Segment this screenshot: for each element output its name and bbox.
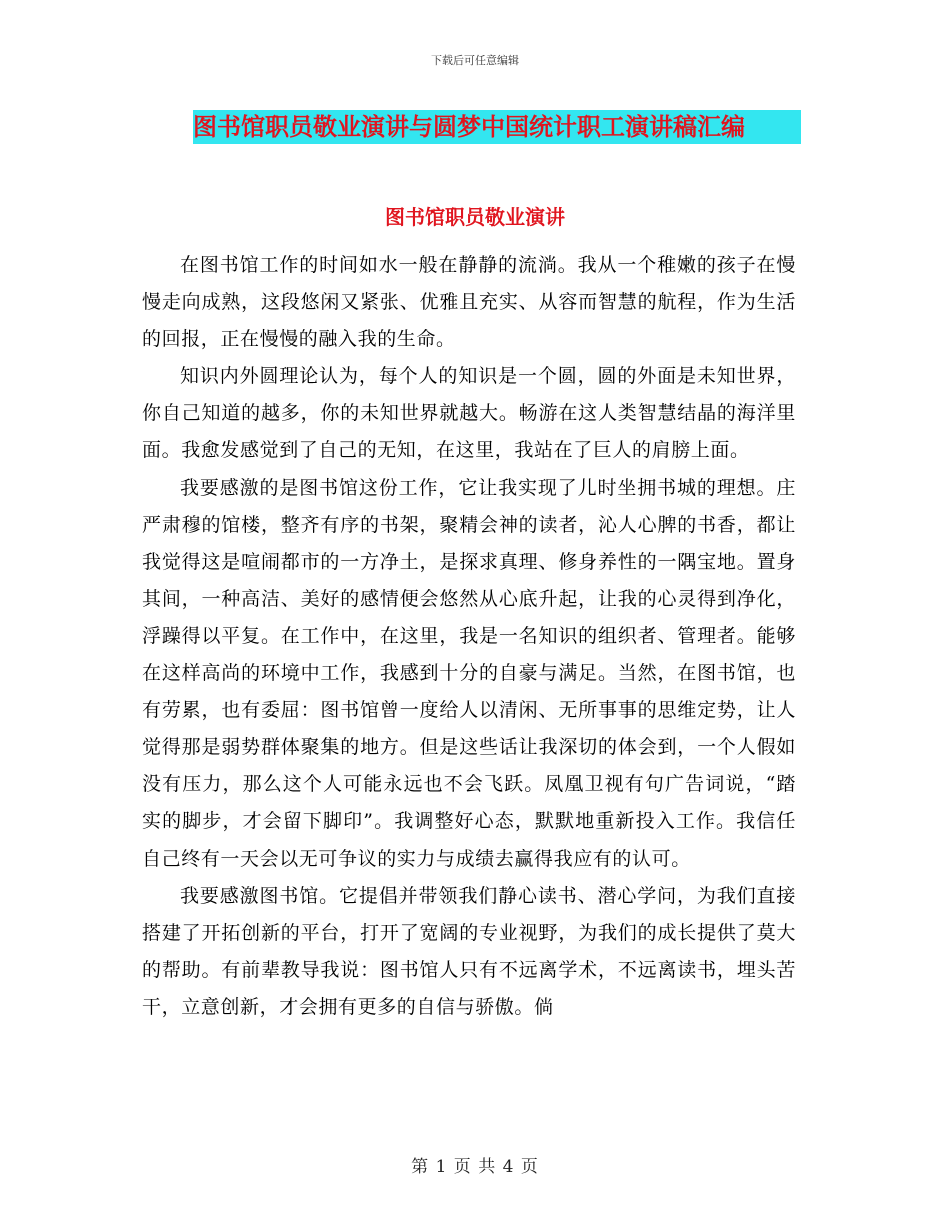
section-title: 图书馆职员敬业演讲 — [385, 205, 565, 229]
paragraph: 我要感激的是图书馆这份工作，它让我实现了儿时坐拥书城的理想。庄严肃穆的馆楼，整齐有序的书架，聚精会神的读者，沁人心脾的书香，都让我觉得这是喧闹都市的一方净土，是探求真理、修身养性的一隅宝地。置身其间，一种高洁、美好的感情便会悠然从心底升起，让我的心灵得到净化，浮躁得以平复。在工作中，在这里，我是一名知识的组织者、管理者。能够在这样高尚的环境中工作，我感到十分的自豪与满足。当然，在图书馆，也有劳累，也有委屈：图书馆曾一度给人以清闲、无所事事的思维定势，让人觉得那是弱势群体聚集的地方。但是这些话让我深切的体会到，一个人假如没有压力，那么这个人可能永远也不会飞跃。凤凰卫视有句广告词说，“踏实的脚步，才会留下脚印”。我调整好心态，默默地重新投入工作。我信任自己终有一天会以无可争议的实力与成绩去赢得我应有的认可。 — [142, 476, 796, 870]
document-main-title: 图书馆职员敬业演讲与圆梦中国统计职工演讲稿汇编 — [193, 110, 801, 144]
paragraph: 在图书馆工作的时间如水一般在静静的流淌。我从一个稚嫩的孩子在慢慢走向成熟，这段悠闲又紧张、优雅且充实、从容而智慧的航程，作为生活的回报，正在慢慢的融入我的生命。 — [142, 254, 796, 351]
page-footer: 第 1 页 共 4 页 — [411, 1157, 539, 1177]
paragraph: 我要感激图书馆。它提倡并带领我们静心读书、潜心学问，为我们直接搭建了开拓创新的平台，打开了宽阔的专业视野，为我们的成长提供了莫大的帮助。有前辈教导我说：图书馆人只有不远离学术，不远离读书，埋头苦干，立意创新，才会拥有更多的自信与骄傲。倘 — [142, 884, 796, 1018]
paragraph: 知识内外圆理论认为，每个人的知识是一个圆，圆的外面是未知世界，你自己知道的越多，你的未知世界就越大。畅游在这人类智慧结晶的海洋里面。我愈发感觉到了自己的无知，在这里，我站在了巨人的肩膀上面。 — [142, 365, 796, 462]
document-body — [142, 247, 796, 1026]
header-note: 下载后可任意编辑 — [431, 54, 519, 67]
